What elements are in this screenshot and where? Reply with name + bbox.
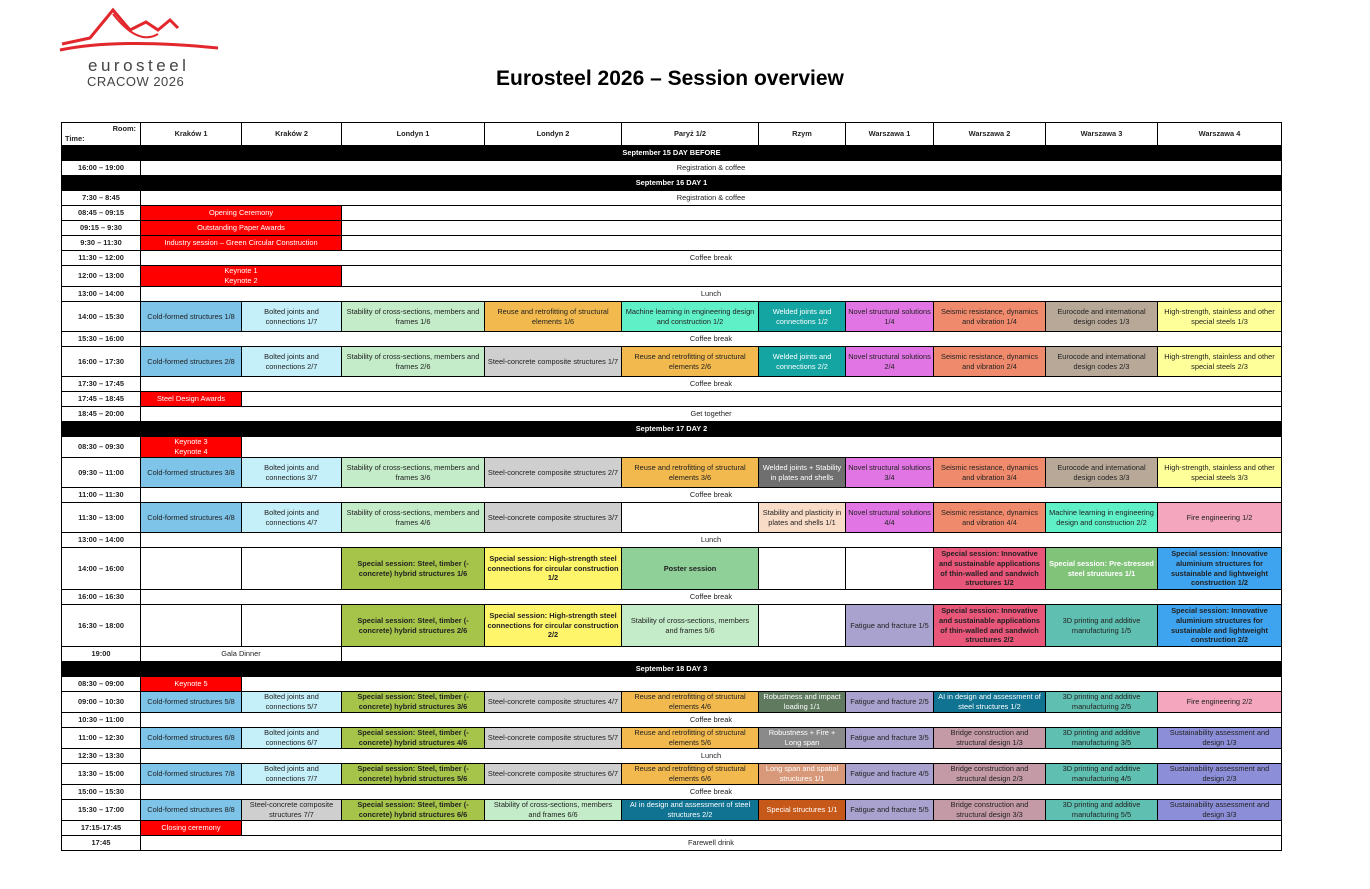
session-cell: Fatigue and fracture 4/5 [846, 764, 934, 785]
empty-cell [342, 236, 1282, 251]
session-cell: Special session: Steel, timber (-concrete) hybrid structures 6/6 [342, 800, 485, 821]
general-event: Lunch [141, 533, 1282, 548]
session-cell: Sustainability assessment and design 1/3 [1158, 728, 1282, 749]
session-cell: Welded joints and connections 2/2 [759, 347, 846, 377]
empty-cell [342, 647, 1282, 662]
session-cell: Special session: Steel, timber (-concrete) hybrid structures 5/6 [342, 764, 485, 785]
session-cell: Seismic resistance, dynamics and vibration 2/4 [934, 347, 1046, 377]
time-cell: 09:00 – 10:30 [62, 692, 141, 713]
table-row [62, 764, 1282, 785]
session-cell: Sustainability assessment and design 2/3 [1158, 764, 1282, 785]
table-row [62, 836, 1282, 851]
time-cell: 17:45 – 18:45 [62, 392, 141, 407]
time-cell: 11:00 – 12:30 [62, 728, 141, 749]
session-cell: Steel-concrete composite structures 5/7 [485, 728, 622, 749]
session-cell: Novel structural solutions 1/4 [846, 302, 934, 332]
session-cell: Bolted joints and connections 3/7 [242, 458, 342, 488]
keynote-label: Keynote 1 [224, 266, 258, 276]
plenary-session: Steel Design Awards [141, 392, 242, 407]
session-cell: Reuse and retrofitting of structural elements 6/6 [622, 764, 759, 785]
day-row [62, 422, 1282, 437]
session-cell: Welded joints and connections 1/2 [759, 302, 846, 332]
session-cell: 3D printing and additive manufacturing 1/5 [1046, 605, 1158, 647]
session-cell: Steel-concrete composite structures 4/7 [485, 692, 622, 713]
session-cell: Special session: Steel, timber (-concrete) hybrid structures 1/6 [342, 548, 485, 590]
session-cell: Bolted joints and connections 4/7 [242, 503, 342, 533]
session-cell: Poster session [622, 548, 759, 590]
empty-cell [846, 548, 934, 590]
table-row [62, 785, 1282, 800]
session-cell: Cold-formed structures 3/8 [141, 458, 242, 488]
time-cell: 12:00 – 13:00 [62, 266, 141, 287]
time-cell: 08:30 – 09:00 [62, 677, 141, 692]
session-cell: Special session: Steel, timber (-concrete) hybrid structures 4/6 [342, 728, 485, 749]
session-cell: Stability of cross-sections, members and frames 4/6 [342, 503, 485, 533]
session-cell: Cold-formed structures 8/8 [141, 800, 242, 821]
session-cell: Machine learning in engineering design and construction 1/2 [622, 302, 759, 332]
table-row [62, 548, 1282, 590]
session-cell: Stability and plasticity in plates and shells 1/1 [759, 503, 846, 533]
time-cell: 16:00 – 16:30 [62, 590, 141, 605]
session-cell: Steel-concrete composite structures 3/7 [485, 503, 622, 533]
table-row [62, 590, 1282, 605]
general-event: Coffee break [141, 488, 1282, 503]
day-row [62, 662, 1282, 677]
time-cell: 13:00 – 14:00 [62, 533, 141, 548]
time-cell: 7:30 – 8:45 [62, 191, 141, 206]
session-cell: Special session: Innovative aluminium structures for sustainable and lightweight construction 1/2 [1158, 548, 1282, 590]
plenary-session [141, 437, 242, 458]
logo-word: eurosteel [88, 56, 190, 75]
time-cell: 14:00 – 15:30 [62, 302, 141, 332]
session-cell: Reuse and retrofitting of structural elements 5/6 [622, 728, 759, 749]
time-cell: 12:30 – 13:30 [62, 749, 141, 764]
day-row [62, 176, 1282, 191]
keynote-label: Keynote 2 [224, 276, 258, 285]
empty-cell [141, 548, 242, 590]
time-cell: 15:30 – 16:00 [62, 332, 141, 347]
time-cell: 10:30 – 11:00 [62, 713, 141, 728]
session-cell: High-strength, stainless and other special steels 3/3 [1158, 458, 1282, 488]
session-cell: Steel-concrete composite structures 7/7 [242, 800, 342, 821]
session-cell: Bridge construction and structural design 3/3 [934, 800, 1046, 821]
session-cell: Robustness and impact loading 1/1 [759, 692, 846, 713]
session-cell: Novel structural solutions 4/4 [846, 503, 934, 533]
table-row [62, 392, 1282, 407]
empty-cell [242, 437, 1282, 458]
session-cell: Robustness + Fire + Long span [759, 728, 846, 749]
room-header: Kraków 1 [141, 123, 242, 146]
table-row [62, 206, 1282, 221]
session-cell: Steel-concrete composite structures 2/7 [485, 458, 622, 488]
room-header: Warszawa 1 [846, 123, 934, 146]
session-cell: AI in design and assessment of steel structures 1/2 [934, 692, 1046, 713]
time-cell: 17:15-17:45 [62, 821, 141, 836]
time-cell: 09:30 – 11:00 [62, 458, 141, 488]
keynote-label: Keynote 3 [174, 437, 208, 447]
room-header: Londyn 2 [485, 123, 622, 146]
table-row [62, 503, 1282, 533]
session-cell: Bridge construction and structural design 2/3 [934, 764, 1046, 785]
time-cell: 11:00 – 11:30 [62, 488, 141, 503]
room-header: Kraków 2 [242, 123, 342, 146]
session-cell: Fatigue and fracture 3/5 [846, 728, 934, 749]
time-label: Time: [65, 134, 85, 144]
session-cell: Bolted joints and connections 5/7 [242, 692, 342, 713]
room-header: Warszawa 3 [1046, 123, 1158, 146]
session-cell: 3D printing and additive manufacturing 2/5 [1046, 692, 1158, 713]
time-cell: 09:15 – 9:30 [62, 221, 141, 236]
plenary-session: Closing ceremony [141, 821, 242, 836]
plenary-session: Keynote 5 [141, 677, 242, 692]
session-cell: Seismic resistance, dynamics and vibration 4/4 [934, 503, 1046, 533]
room-header: Rzym [759, 123, 846, 146]
session-cell: Bolted joints and connections 7/7 [242, 764, 342, 785]
time-cell: 9:30 – 11:30 [62, 236, 141, 251]
table-row [62, 236, 1282, 251]
table-row [62, 377, 1282, 392]
room-header: Warszawa 4 [1158, 123, 1282, 146]
session-cell: Special structures 1/1 [759, 800, 846, 821]
session-cell: Reuse and retrofitting of structural elements 1/6 [485, 302, 622, 332]
session-cell: Special session: High-strength steel connections for circular construction 1/2 [485, 548, 622, 590]
table-row [62, 488, 1282, 503]
session-cell: Eurocode and international design codes 3/3 [1046, 458, 1158, 488]
time-cell: 08:30 – 09:30 [62, 437, 141, 458]
session-cell: Fatigue and fracture 5/5 [846, 800, 934, 821]
table-row [62, 332, 1282, 347]
time-cell: 17:45 [62, 836, 141, 851]
table-row [62, 407, 1282, 422]
table-row [62, 647, 1282, 662]
day-label: September 16 DAY 1 [62, 176, 1282, 191]
general-event: Registration & coffee [141, 191, 1282, 206]
session-cell: Cold-formed structures 2/8 [141, 347, 242, 377]
table-row [62, 251, 1282, 266]
room-label: Room: [112, 124, 136, 133]
plenary-session: Outstanding Paper Awards [141, 221, 342, 236]
general-event: Coffee break [141, 785, 1282, 800]
session-cell: Special session: Innovative and sustainable applications of thin-walled and sandwich structures 1/2 [934, 548, 1046, 590]
session-cell: Seismic resistance, dynamics and vibration 3/4 [934, 458, 1046, 488]
session-cell: 3D printing and additive manufacturing 3/5 [1046, 728, 1158, 749]
time-cell: 13:30 – 15:00 [62, 764, 141, 785]
session-cell: High-strength, stainless and other special steels 2/3 [1158, 347, 1282, 377]
session-cell: Special session: Steel, timber (-concrete) hybrid structures 2/6 [342, 605, 485, 647]
session-cell: Stability of cross-sections, members and frames 3/6 [342, 458, 485, 488]
session-cell: Eurocode and international design codes 1/3 [1046, 302, 1158, 332]
general-event: Coffee break [141, 713, 1282, 728]
empty-cell [342, 221, 1282, 236]
session-cell: Bolted joints and connections 1/7 [242, 302, 342, 332]
empty-cell [759, 548, 846, 590]
general-event: Gala Dinner [141, 647, 342, 662]
empty-cell [242, 548, 342, 590]
empty-cell [242, 677, 1282, 692]
session-cell: Stability of cross-sections, members and frames 1/6 [342, 302, 485, 332]
empty-cell [242, 392, 1282, 407]
session-cell: 3D printing and additive manufacturing 4/5 [1046, 764, 1158, 785]
empty-cell [242, 821, 1282, 836]
day-label: September 15 DAY BEFORE [62, 146, 1282, 161]
session-cell: Special session: Pre-stressed steel structures 1/1 [1046, 548, 1158, 590]
table-row [62, 713, 1282, 728]
table-row [62, 302, 1282, 332]
session-cell: Reuse and retrofitting of structural elements 3/6 [622, 458, 759, 488]
empty-cell [342, 266, 1282, 287]
time-cell: 17:30 – 17:45 [62, 377, 141, 392]
session-cell: Welded joints + Stability in plates and shells [759, 458, 846, 488]
session-cell: Bolted joints and connections 6/7 [242, 728, 342, 749]
empty-cell [342, 206, 1282, 221]
general-event: Get together [141, 407, 1282, 422]
table-row [62, 221, 1282, 236]
day-row [62, 146, 1282, 161]
page-title: Eurosteel 2026 – Session overview [496, 67, 844, 90]
general-event: Lunch [141, 287, 1282, 302]
empty-cell [622, 503, 759, 533]
room-header: Warszawa 2 [934, 123, 1046, 146]
table-row [62, 347, 1282, 377]
time-cell: 14:00 – 16:00 [62, 548, 141, 590]
session-cell: Fatigue and fracture 2/5 [846, 692, 934, 713]
table-row [62, 458, 1282, 488]
empty-cell [141, 605, 242, 647]
session-cell: Novel structural solutions 2/4 [846, 347, 934, 377]
empty-cell [242, 605, 342, 647]
session-cell: Bridge construction and structural design 1/3 [934, 728, 1046, 749]
session-cell: Special session: Steel, timber (-concrete) hybrid structures 3/6 [342, 692, 485, 713]
session-cell: AI in design and assessment of steel structures 2/2 [622, 800, 759, 821]
plenary-session [141, 266, 342, 287]
time-cell: 15:30 – 17:00 [62, 800, 141, 821]
session-cell: Long span and spatial structures 1/1 [759, 764, 846, 785]
logo-city: CRACOW 2026 [87, 74, 185, 89]
general-event: Coffee break [141, 590, 1282, 605]
table-row [62, 191, 1282, 206]
session-cell: Cold-formed structures 5/8 [141, 692, 242, 713]
time-cell: 13:00 – 14:00 [62, 287, 141, 302]
session-cell: Seismic resistance, dynamics and vibration 1/4 [934, 302, 1046, 332]
time-cell: 16:30 – 18:00 [62, 605, 141, 647]
time-cell: 18:45 – 20:00 [62, 407, 141, 422]
session-cell: Fire engineering 2/2 [1158, 692, 1282, 713]
session-cell: Stability of cross-sections, members and frames 5/6 [622, 605, 759, 647]
table-row [62, 800, 1282, 821]
session-cell: Novel structural solutions 3/4 [846, 458, 934, 488]
session-cell: High-strength, stainless and other special steels 1/3 [1158, 302, 1282, 332]
session-cell: 3D printing and additive manufacturing 5/5 [1046, 800, 1158, 821]
keynote-label: Keynote 4 [174, 447, 208, 456]
table-row [62, 692, 1282, 713]
session-cell: Stability of cross-sections, members and frames 6/6 [485, 800, 622, 821]
general-event: Coffee break [141, 332, 1282, 347]
general-event: Farewell drink [141, 836, 1282, 851]
plenary-session: Opening Ceremony [141, 206, 342, 221]
time-cell: 19:00 [62, 647, 141, 662]
table-row [62, 533, 1282, 548]
session-cell: Special session: Innovative aluminium structures for sustainable and lightweight construction 2/2 [1158, 605, 1282, 647]
session-cell: Reuse and retrofitting of structural elements 4/6 [622, 692, 759, 713]
time-cell: 16:00 – 17:30 [62, 347, 141, 377]
time-cell: 11:30 – 13:00 [62, 503, 141, 533]
session-table [61, 122, 1282, 851]
general-event: Registration & coffee [141, 161, 1282, 176]
session-cell: Special session: High-strength steel connections for circular construction 2/2 [485, 605, 622, 647]
corner-cell [62, 123, 141, 146]
eurosteel-logo [58, 6, 228, 92]
session-cell: Stability of cross-sections, members and frames 2/6 [342, 347, 485, 377]
room-header: Paryż 1/2 [622, 123, 759, 146]
day-label: September 17 DAY 2 [62, 422, 1282, 437]
table-row [62, 821, 1282, 836]
empty-cell [759, 605, 846, 647]
table-row [62, 749, 1282, 764]
general-event: Coffee break [141, 377, 1282, 392]
table-row [62, 437, 1282, 458]
time-cell: 15:00 – 15:30 [62, 785, 141, 800]
session-cell: Bolted joints and connections 2/7 [242, 347, 342, 377]
session-cell: Reuse and retrofitting of structural elements 2/6 [622, 347, 759, 377]
general-event: Coffee break [141, 251, 1282, 266]
general-event: Lunch [141, 749, 1282, 764]
session-cell: Sustainability assessment and design 3/3 [1158, 800, 1282, 821]
session-cell: Fatigue and fracture 1/5 [846, 605, 934, 647]
plenary-session: Industry session – Green Circular Construction [141, 236, 342, 251]
table-row [62, 605, 1282, 647]
session-cell: Cold-formed structures 6/8 [141, 728, 242, 749]
header-row [62, 123, 1282, 146]
table-row [62, 728, 1282, 749]
time-cell: 11:30 – 12:00 [62, 251, 141, 266]
session-cell: Steel-concrete composite structures 6/7 [485, 764, 622, 785]
time-cell: 08:45 – 09:15 [62, 206, 141, 221]
session-cell: Fire engineering 1/2 [1158, 503, 1282, 533]
table-row [62, 287, 1282, 302]
day-label: September 18 DAY 3 [62, 662, 1282, 677]
time-cell: 16:00 – 19:00 [62, 161, 141, 176]
session-cell: Steel-concrete composite structures 1/7 [485, 347, 622, 377]
table-row [62, 266, 1282, 287]
room-header: Londyn 1 [342, 123, 485, 146]
session-cell: Machine learning in engineering design and construction 2/2 [1046, 503, 1158, 533]
session-cell: Eurocode and international design codes 2/3 [1046, 347, 1158, 377]
session-cell: Cold-formed structures 1/8 [141, 302, 242, 332]
table-row [62, 161, 1282, 176]
session-cell: Special session: Innovative and sustainable applications of thin-walled and sandwich structures 2/2 [934, 605, 1046, 647]
session-cell: Cold-formed structures 7/8 [141, 764, 242, 785]
table-row [62, 677, 1282, 692]
session-cell: Cold-formed structures 4/8 [141, 503, 242, 533]
